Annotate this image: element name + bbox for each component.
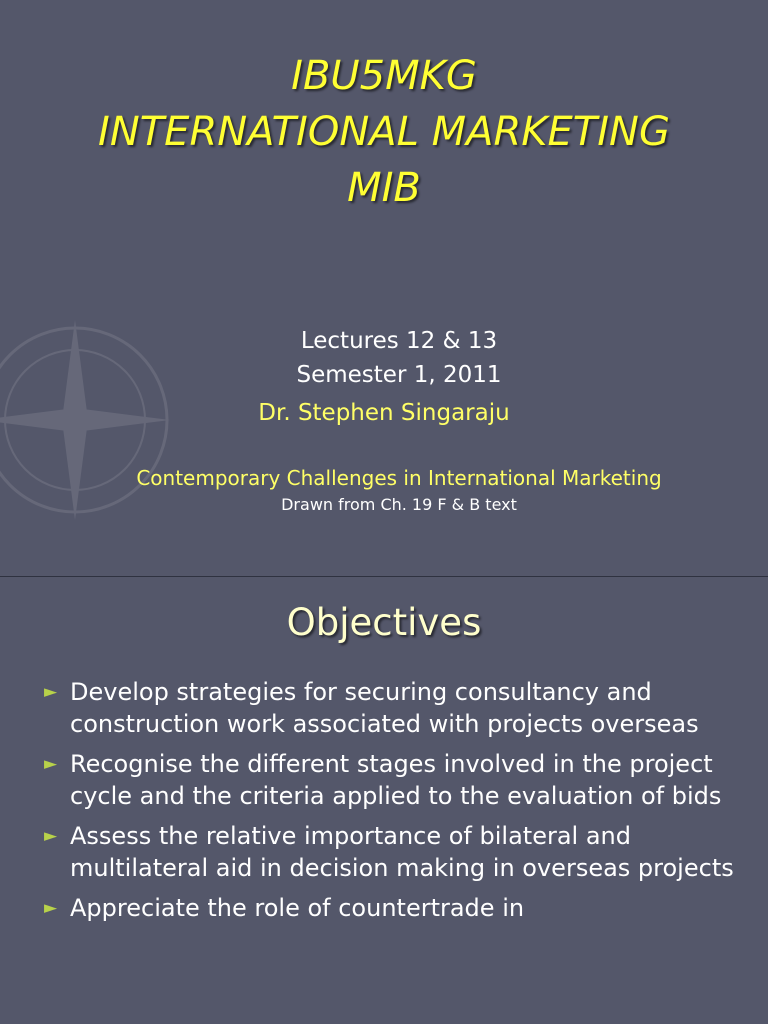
list-item-text: Recognise the different stages involved in the project cycle and the criteria applied to the evaluation of bids (70, 750, 722, 810)
list-item-text: Assess the relative importance of bilateral and multilateral aid in decision making in overseas projects (70, 822, 734, 882)
program-title: MIB (347, 165, 421, 211)
triangle-right-icon: ► (44, 826, 58, 846)
objectives-slide (0, 577, 768, 1024)
triangle-right-icon: ► (44, 682, 58, 702)
lecturer-name: Dr. Stephen Singaraju (258, 400, 510, 426)
semester-label: Semester 1, 2011 (296, 362, 502, 388)
list-item (44, 820, 744, 884)
objectives-list (44, 676, 744, 932)
objectives-heading: Objectives (286, 601, 482, 644)
lecture-subtitle: Contemporary Challenges in International Marketing (136, 466, 662, 490)
triangle-right-icon: ► (44, 754, 58, 774)
triangle-right-icon: ► (44, 898, 58, 918)
course-name-title: INTERNATIONAL MARKETING (98, 109, 670, 155)
list-item (44, 892, 744, 924)
list-item-text: Develop strategies for securing consultancy and construction work associated with projects overseas (70, 678, 699, 738)
source-note: Drawn from Ch. 19 F & B text (281, 495, 517, 514)
list-item (44, 676, 744, 740)
lecture-numbers: Lectures 12 & 13 (300, 328, 498, 354)
list-item-text: Appreciate the role of countertrade in (70, 894, 525, 922)
list-item (44, 748, 744, 812)
course-code-title: IBU5MKG (291, 53, 477, 99)
